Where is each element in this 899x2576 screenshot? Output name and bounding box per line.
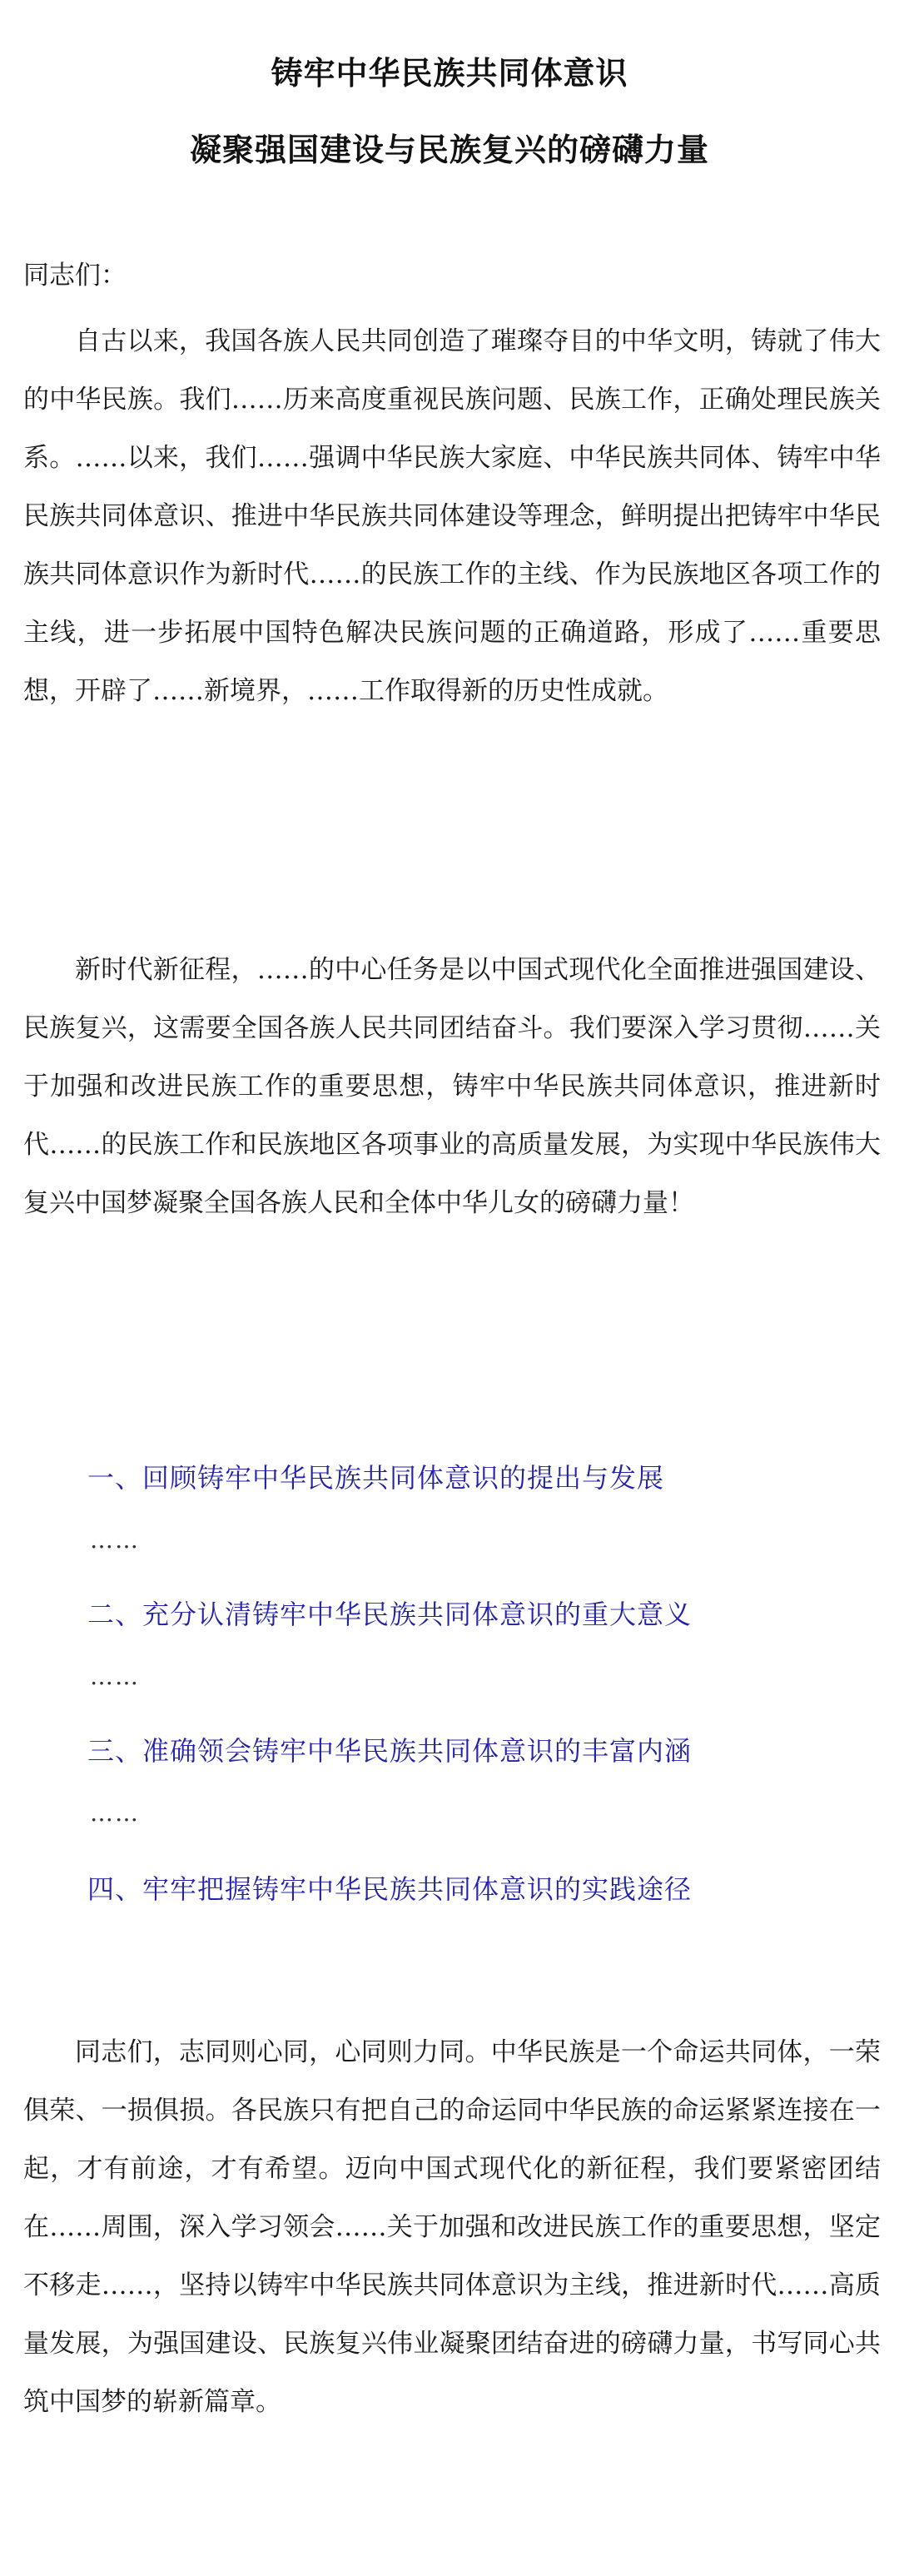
section-heading-3: 三、准确领会铸牢中华民族共同体意识的丰富内涵 <box>87 1735 693 1767</box>
paragraph-closing: 同志们，志同则心同，心同则力同。中华民族是一个命运共同体，一荣俱荣、一损俱损。各民族只有把自己的命运同中华民族的命运紧紧连接在一起，才有前途，才有希望。迈向中国式现代化的新征程，我们要紧密团结在……周围，深入学习领会……关于加强和改进民族工作的重要思想，坚定不移走……，坚持以铸牢中华民族共同体意识为主线，推进新时代……高质量发展，为强国建设、民族复兴伟业凝聚团结奋进的磅礴力量，书写同心共筑中国梦的崭新篇章。 <box>23 2037 881 2417</box>
title-line-1: 铸牢中华民族共同体意识 <box>271 55 628 92</box>
paragraph-intro: 自古以来，我国各族人民共同创造了璀璨夺目的中华文明，铸就了伟大的中华民族。我们……历来高度重视民族问题、民族工作，正确处理民族关系。……以来，我们……强调中华民族大家庭、中华民族共同体、铸牢中华民族共同体意识、推进中华民族共同体建设等理念，鲜明提出把铸牢中华民族共同体意识作为新时代……的民族工作的主线、作为民族地区各项工作的主线，进一步拓展中国特色解决民族问题的正确道路，形成了……重要思想，开辟了……新境界，……工作取得新的历史性成就。 <box>23 326 881 706</box>
title-block <box>0 52 899 172</box>
section-ellipsis-1: …… <box>90 1526 140 1554</box>
section-heading-4: 四、牢牢把握铸牢中华民族共同体意识的实践途径 <box>87 1873 693 1905</box>
section-ellipsis-3: …… <box>90 1799 140 1827</box>
title-line-2: 凝聚强国建设与民族复兴的磅礴力量 <box>189 132 709 168</box>
salutation: 同志们： <box>23 261 127 291</box>
section-heading-1: 一、回顾铸牢中华民族共同体意识的提出与发展 <box>87 1462 665 1494</box>
paragraph-new-era: 新时代新征程，……的中心任务是以中国式现代化全面推进强国建设、民族复兴，这需要全国各族人民共同团结奋斗。我们要深入学习贯彻……关于加强和改进民族工作的重要思想，铸牢中华民族共同体意识，推进新时代……的民族工作和民族地区各项事业的高质量发展，为实现中华民族伟大复兴中国梦凝聚全国各族人民和全体中华儿女的磅礴力量！ <box>23 955 881 1218</box>
section-ellipsis-2: …… <box>90 1663 140 1690</box>
section-heading-2: 二、充分认清铸牢中华民族共同体意识的重大意义 <box>87 1599 693 1630</box>
